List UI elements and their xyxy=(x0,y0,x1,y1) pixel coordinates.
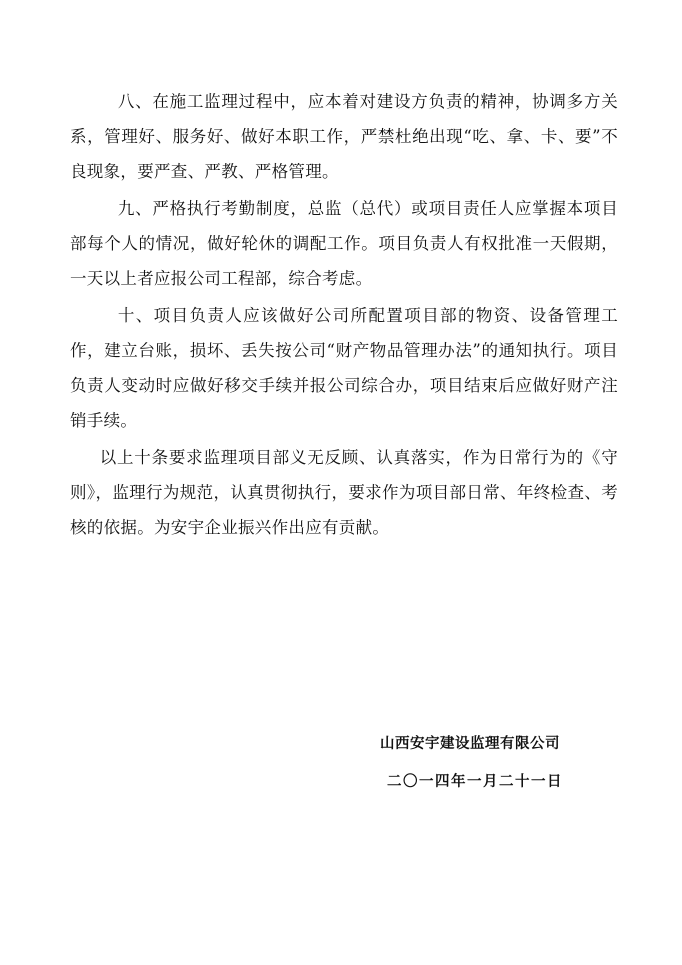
article-8-paragraph: 八、在施工监理过程中，应本着对建设方负责的精神，协调多方关系，管理好、服务好、做好本职工作，严禁杜绝出现“吃、拿、卡、要”不良现象，要严查、严教、严格管理。 xyxy=(70,92,618,181)
article-9-paragraph: 九、严格执行考勤制度，总监（总代）或项目责任人应掌握本项目部每个人的情况，做好轮休的调配工作。项目负责人有权批准一天假期，一天以上者应报公司工程部，综合考虑。 xyxy=(70,199,618,288)
document-body xyxy=(70,84,618,545)
article-10-paragraph: 十、项目负责人应该做好公司所配置项目部的物资、设备管理工作，建立台账，损坏、丢失按公司“财产物品管理办法”的通知执行。项目负责人变动时应做好移交手续并报公司综合办，项目结束后应做好财产注销手续。 xyxy=(70,306,618,430)
summary-paragraph: 以上十条要求监理项目部义无反顾、认真落实，作为日常行为的《守则》，监理行为规范，认真贯彻执行，要求作为项目部日常、年终检查、考核的依据。为安宇企业振兴作出应有贡献。 xyxy=(70,448,618,537)
signature-block xyxy=(374,734,604,792)
company-name: 山西安宇建设监理有限公司 xyxy=(380,736,560,752)
document-date: 二〇一四年一月二十一日 xyxy=(387,774,563,790)
